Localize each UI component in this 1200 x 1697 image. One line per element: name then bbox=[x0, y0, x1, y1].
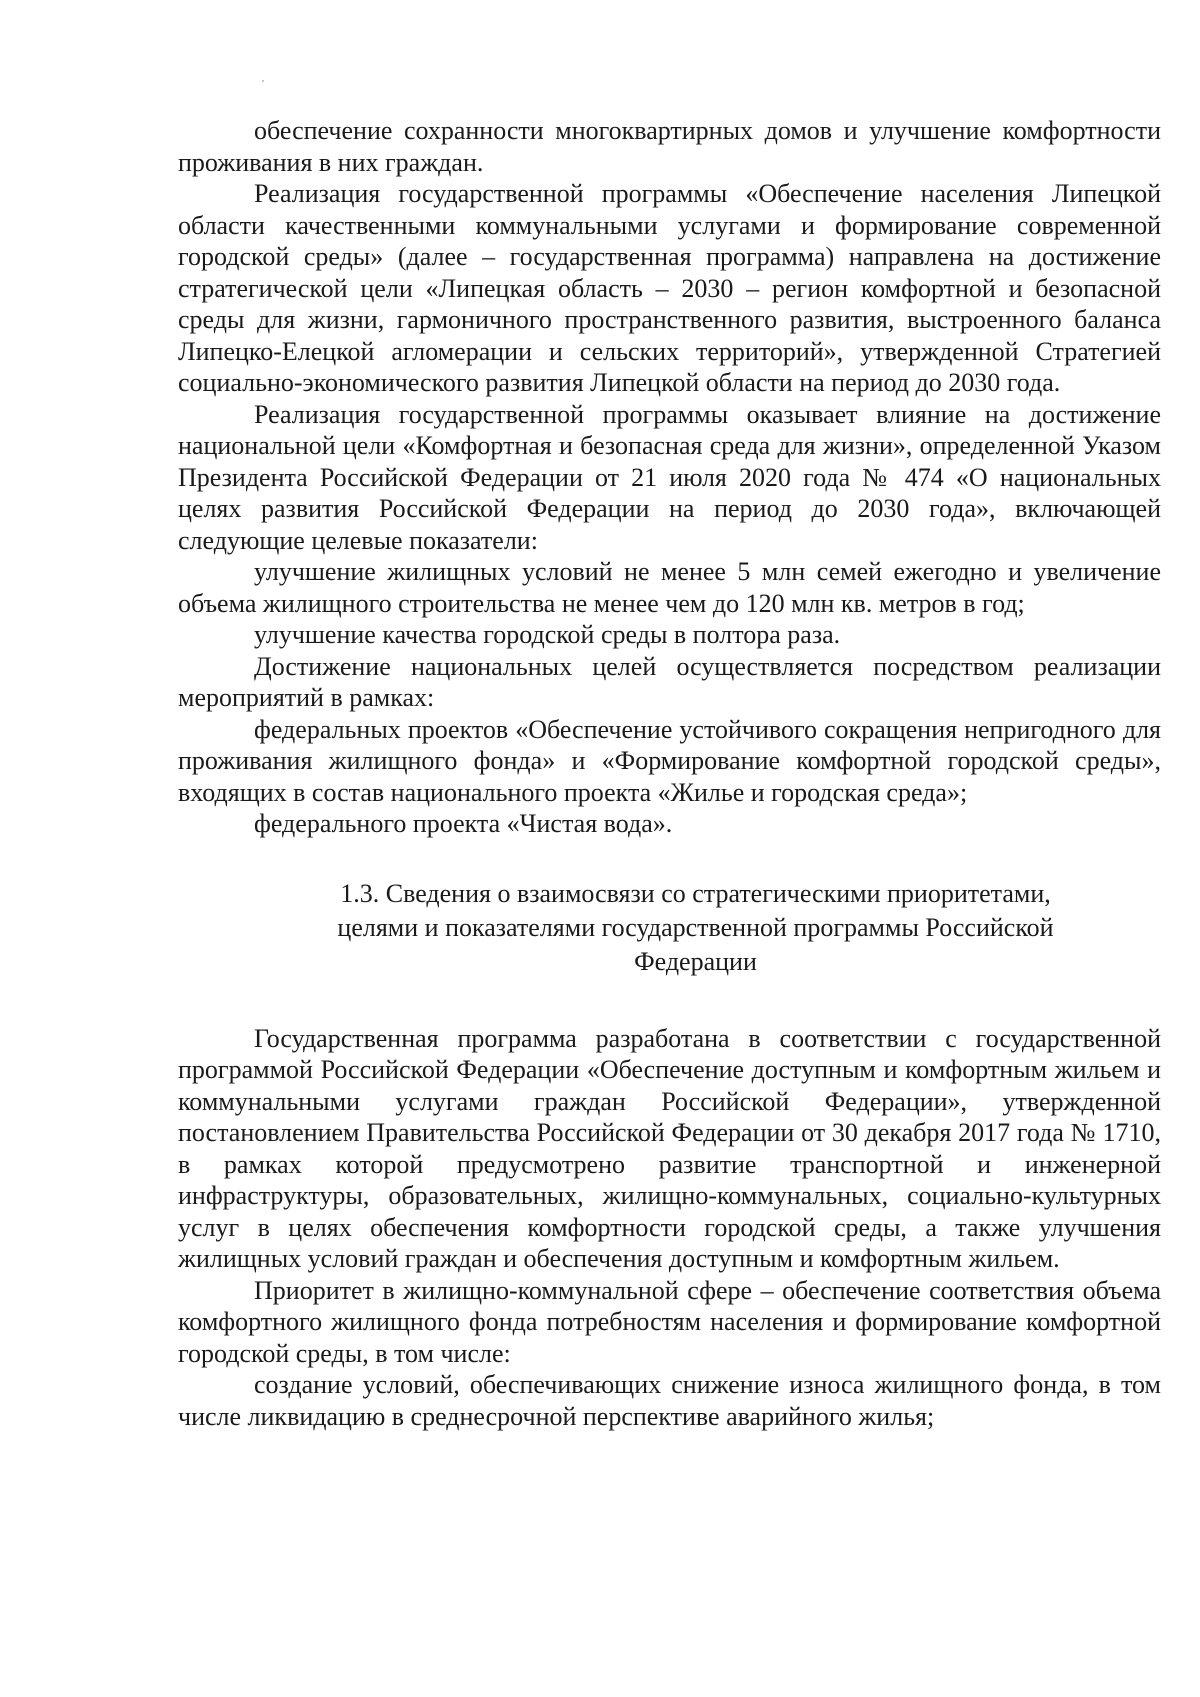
document-page bbox=[178, 115, 1161, 1432]
paragraph: улучшение качества городской среды в полтора раза. bbox=[254, 620, 841, 649]
paragraph: Приоритет в жилищно-коммунальной сфере – обеспечение соответствия объема комфортного жилищного фонда потребностям населения и формирование комфортной городской среды, в том числе: bbox=[178, 1275, 1161, 1368]
section-heading-line: Федерации bbox=[634, 946, 757, 976]
paragraph: федеральных проектов «Обеспечение устойчивого сокращения непригодного для проживания жилищного фонда» и «Формирование комфортной городской среды», входящих в состав национального проекта «Жилье и городская среда»; bbox=[178, 714, 1161, 807]
paragraph: создание условий, обеспечивающих снижение износа жилищного фонда, в том числе ликвидацию в среднесрочной перспективе аварийного жилья; bbox=[178, 1370, 1161, 1431]
paragraph: федерального проекта «Чистая вода». bbox=[254, 809, 673, 838]
paragraph: обеспечение сохранности многоквартирных домов и улучшение комфортности проживания в них граждан. bbox=[178, 116, 1161, 177]
scan-artifact-dot bbox=[262, 80, 264, 82]
paragraph: Реализация государственной программы оказывает влияние на достижение национальной цели «Комфортная и безопасная среда для жизни», определенной Указом Президента Российской Федерации от 21 июля 2020 года № 474 «О национальных целях развития Российской Федерации на период до 2030 года», включающей следующие целевые показатели: bbox=[178, 399, 1161, 555]
section-heading bbox=[178, 877, 1161, 979]
paragraph: улучшение жилищных условий не менее 5 млн семей ежегодно и увеличение объема жилищного строительства не менее чем до 120 млн кв. метров в год; bbox=[178, 557, 1161, 618]
paragraph: Реализация государственной программы «Обеспечение населения Липецкой области качественными коммунальными услугами и формирование современной городской среды» (далее – государственная программа) направлена на достижение стратегической цели «Липецкая область – 2030 – регион комфортной и безопасной среды для жизни, гармоничного пространственного развития, выстроенного баланса Липецко-Елецкой агломерации и сельских территорий», утвержденной Стратегией социально-экономического развития Липецкой области на период до 2030 года. bbox=[178, 179, 1161, 397]
paragraph: Достижение национальных целей осуществляется посредством реализации мероприятий в рамках: bbox=[178, 651, 1161, 712]
section-heading-line: целями и показателями государственной программы Российской bbox=[337, 912, 1054, 942]
section-heading-line: 1.3. Сведения о взаимосвязи со стратегическими приоритетами, bbox=[340, 878, 1051, 908]
paragraph: Государственная программа разработана в соответствии с государственной программой Российской Федерации «Обеспечение доступным и комфортным жильем и коммунальными услугами граждан Российской Федерации», утвержденной постановлением Правительства Российской Федерации от 30 декабря 2017 года № 1710, в рамках которой предусмотрено развитие транспортной и инженерной инфраструктуры, образовательных, жилищно-коммунальных, социально-культурных услуг в целях обеспечения комфортности городской среды, а также улучшения жилищных условий граждан и обеспечения доступным и комфортным жильем. bbox=[178, 1023, 1161, 1273]
